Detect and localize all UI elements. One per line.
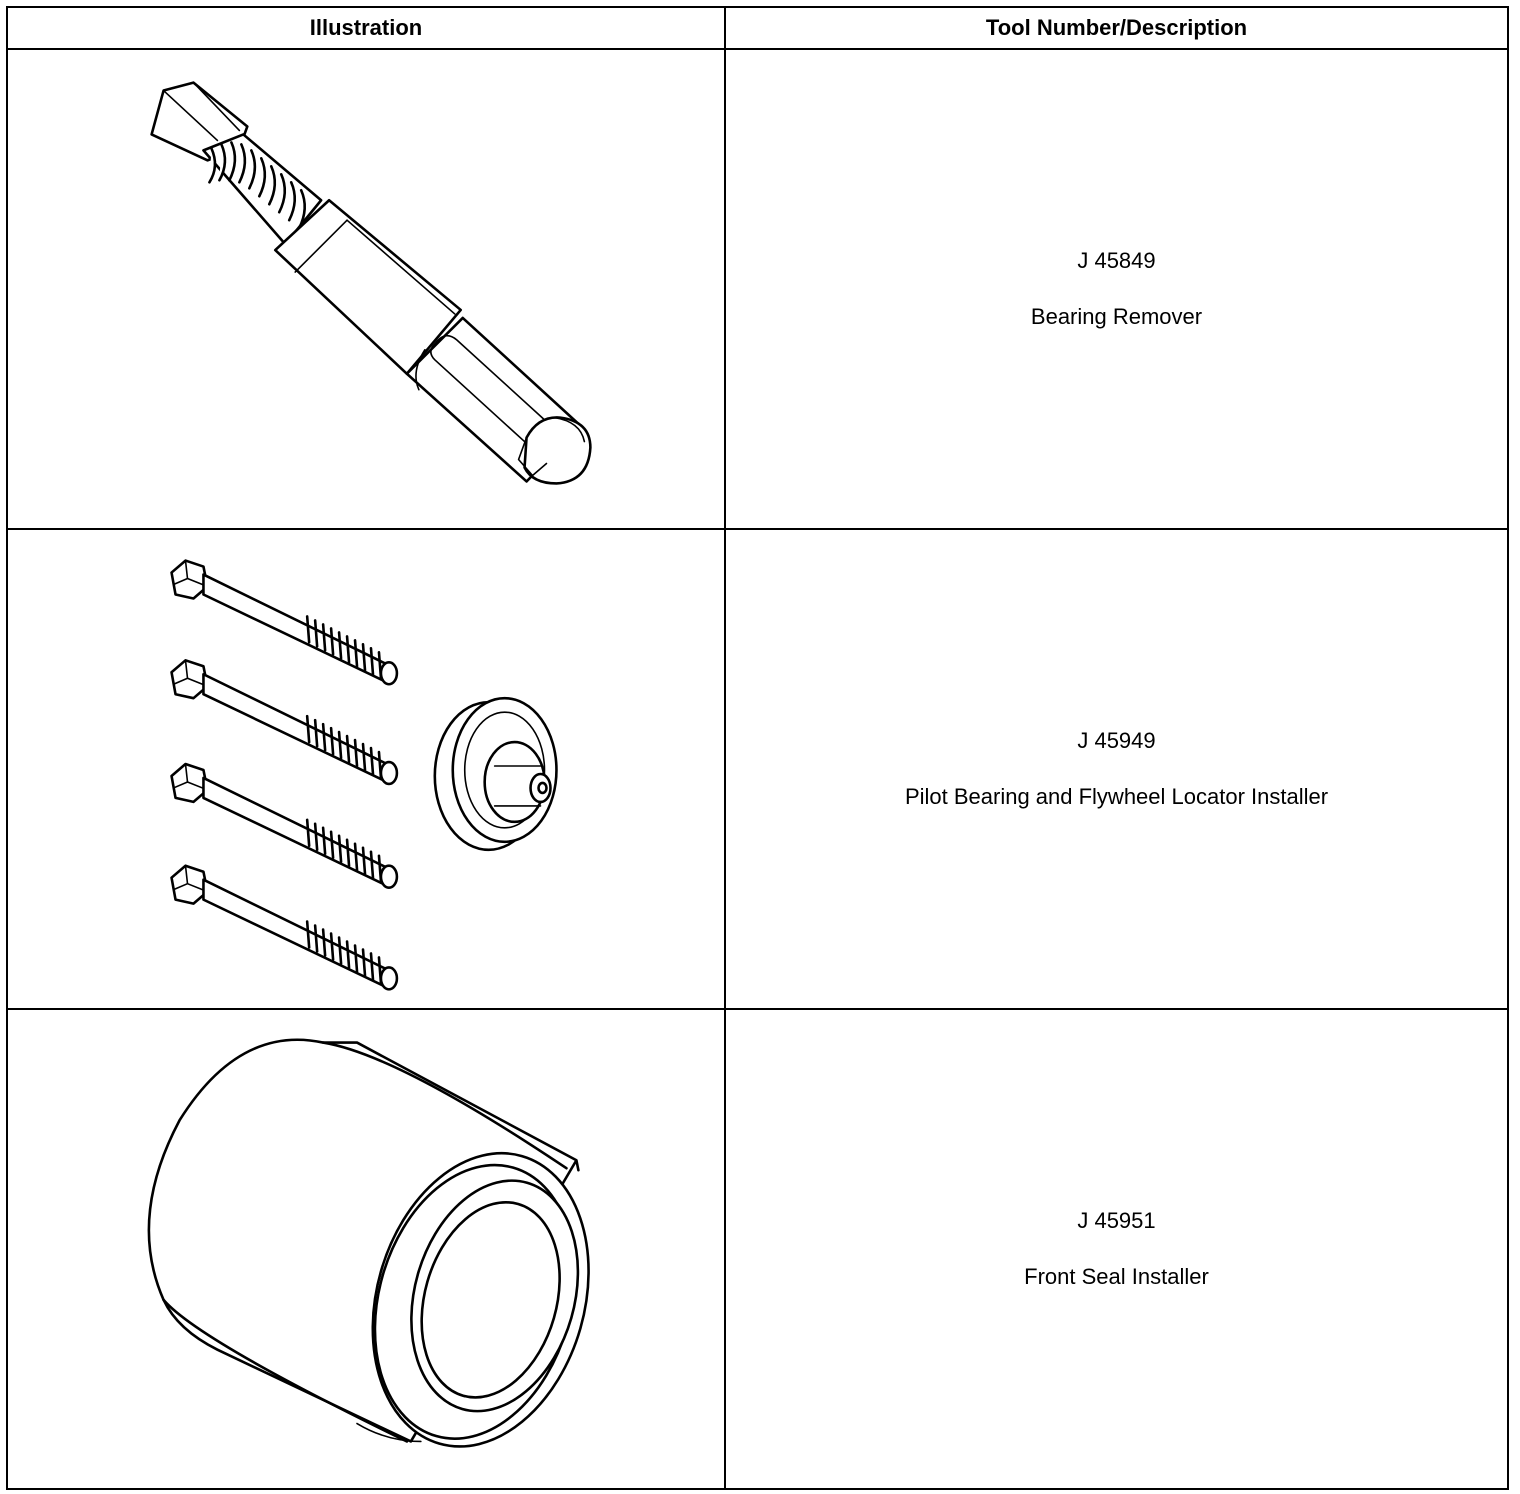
header-tool-number-description: Tool Number/Description: [725, 7, 1508, 49]
front-seal-installer-illustration: [8, 1010, 724, 1488]
pilot-bearing-installer-illustration: [8, 530, 724, 1008]
tools-table: [6, 6, 1509, 1490]
table-row: [7, 49, 1508, 529]
table-row: [7, 1009, 1508, 1489]
description-cell: [725, 529, 1508, 1009]
tool-number: J 45849: [1077, 248, 1156, 273]
tool-number: J 45949: [1077, 728, 1156, 753]
table-header-row: [7, 7, 1508, 49]
tool-description: Bearing Remover: [1030, 304, 1203, 329]
tool-description: Pilot Bearing and Flywheel Locator Installer: [904, 784, 1329, 809]
illustration-cell: [7, 529, 725, 1009]
table-row: [7, 529, 1508, 1009]
illustration-cell: [7, 1009, 725, 1489]
description-cell: [725, 49, 1508, 529]
bearing-remover-illustration: [8, 50, 724, 528]
tool-number: J 45951: [1077, 1208, 1156, 1233]
description-cell: [725, 1009, 1508, 1489]
header-illustration: Illustration: [7, 7, 725, 49]
illustration-cell: [7, 49, 725, 529]
tool-description: Front Seal Installer: [1024, 1264, 1209, 1289]
